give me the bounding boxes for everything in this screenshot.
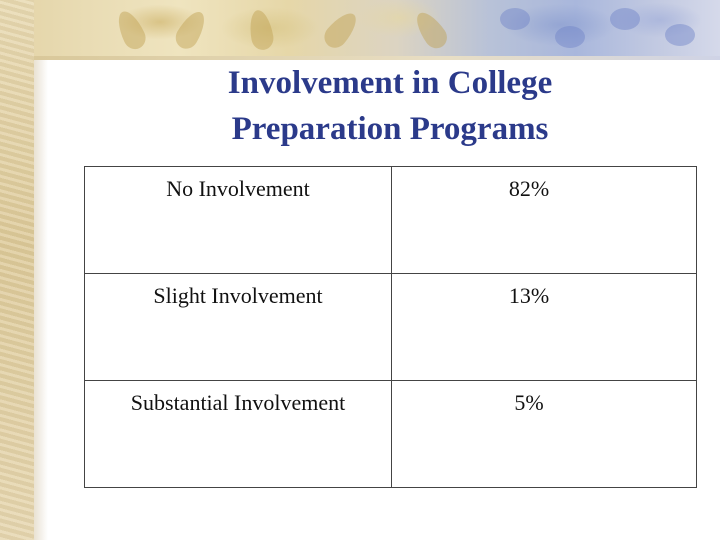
row-value-cell: [392, 381, 697, 488]
table-row: [85, 274, 697, 381]
parchment-strip: [0, 0, 34, 540]
slide-title: [60, 60, 720, 152]
row-value: 82%: [508, 176, 550, 201]
row-value-cell: [392, 167, 697, 274]
row-label: No Involvement: [166, 176, 310, 201]
row-label: Substantial Involvement: [130, 390, 346, 415]
row-label-cell: [85, 167, 392, 274]
row-value: 13%: [508, 283, 550, 308]
row-value: 5%: [514, 390, 544, 415]
row-value-cell: [392, 274, 697, 381]
strip-shadow: [34, 60, 48, 540]
table-row: [85, 381, 697, 488]
row-label: Slight Involvement: [153, 283, 323, 308]
row-label-cell: [85, 381, 392, 488]
involvement-table: [84, 166, 697, 488]
table-row: [85, 167, 697, 274]
floral-pattern: [0, 0, 720, 60]
row-label-cell: [85, 274, 392, 381]
title-line-1: Involvement in College: [227, 65, 553, 101]
title-line-2: Preparation Programs: [231, 111, 549, 147]
